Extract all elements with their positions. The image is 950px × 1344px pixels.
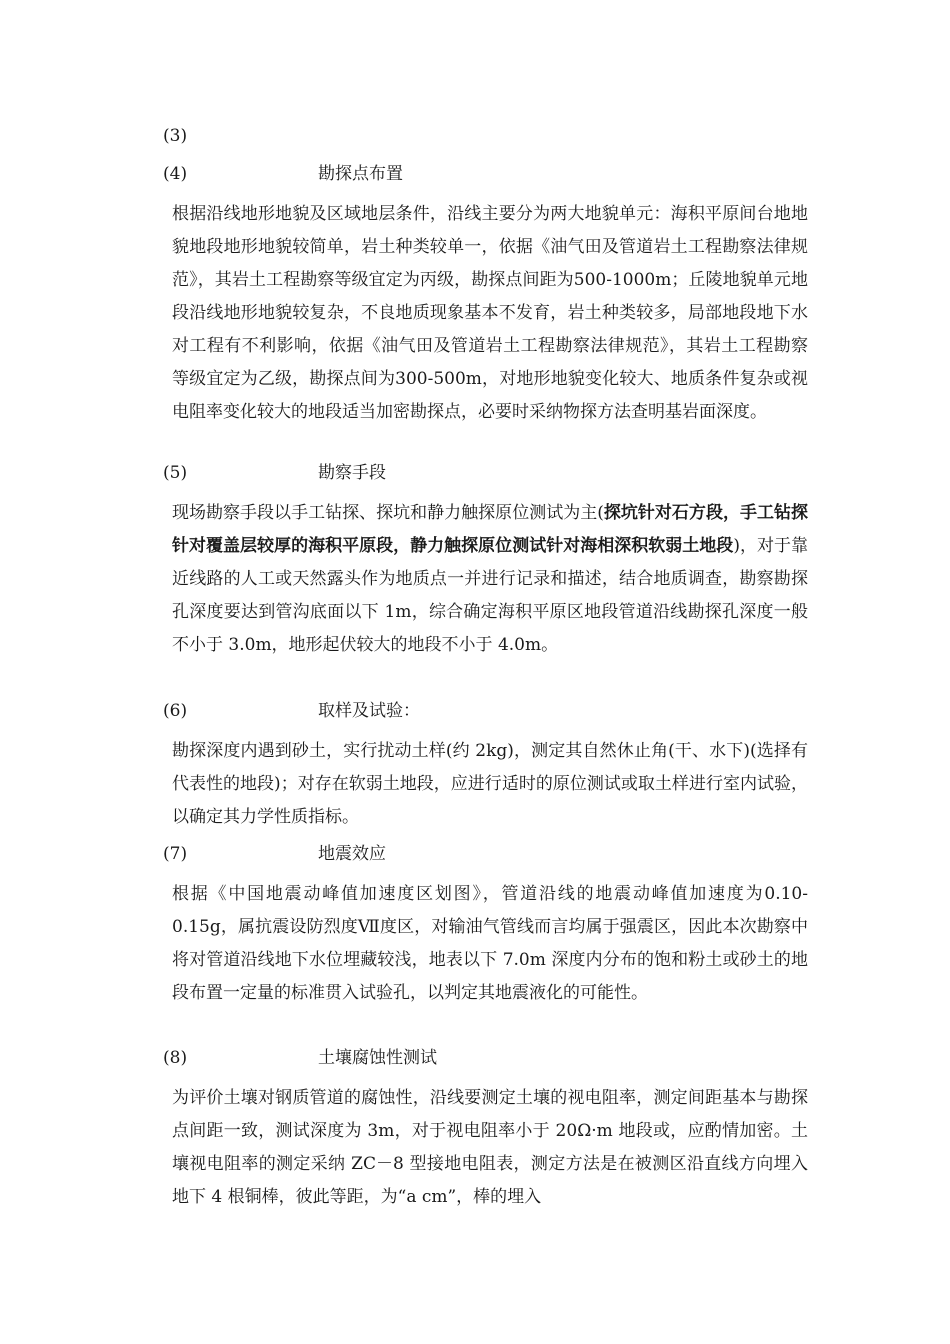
section-number: (3) bbox=[163, 126, 188, 146]
section-body-8: 为评价土壤对钢质管道的腐蚀性，沿线要测定土壤的视电阻率，测定间距基本与勘探点间距一致，测试深度为 3m，对于视电阻率小于 20Ω·m 地段或，应酌情加密。土壤视电阻率的测定采纳 ZC－8 型接地电阻表，测定方法是在被测区沿直线方向埋入地下 4 根铜棒，彼此等距，为“a cm”，棒的埋入 bbox=[172, 1088, 808, 1207]
section-heading-6 bbox=[163, 697, 803, 725]
body-text-bold: 探坑针对石方段，手工钻探针对覆盖层较厚的海积平原段，静力触探原位测试针对海相深积软弱土地段 bbox=[172, 503, 808, 556]
section-heading-5 bbox=[163, 459, 803, 487]
section-title: 土壤腐蚀性测试 bbox=[318, 1048, 437, 1068]
section-body-5 bbox=[172, 497, 808, 662]
section-title: 勘察手段 bbox=[318, 463, 386, 483]
section-body-6: 勘探深度内遇到砂土，实行扰动土样(约 2kg)，测定其自然休止角(干、水下)(选择有代表性的地段)；对存在软弱土地段，应进行适时的原位测试或取土样进行室内试验，以确定其力学性质指标。 bbox=[172, 741, 808, 827]
section-number: (7) bbox=[163, 844, 188, 864]
section-number: (4) bbox=[163, 164, 188, 184]
section-heading-8 bbox=[163, 1044, 803, 1072]
section-heading-7 bbox=[163, 840, 803, 868]
section-title: 勘探点布置 bbox=[318, 164, 403, 184]
body-text: )，对于靠近线路的人工或天然露头作为地质点一并进行记录和描述，结合地质调查，勘察勘探孔深度要达到管沟底面以下 1m，综合确定海积平原区地段管道沿线勘探孔深度一般不小于 3.0m，地形起伏较大的地段不小于 4.0m。 bbox=[172, 536, 808, 655]
section-number: (8) bbox=[163, 1048, 188, 1068]
section-title: 地震效应 bbox=[318, 844, 386, 864]
section-number: (5) bbox=[163, 463, 188, 483]
section-title: 取样及试验： bbox=[318, 701, 420, 721]
section-body-7: 根据《中国地震动峰值加速度区划图》，管道沿线的地震动峰值加速度为0.10-0.15g，属抗震设防烈度Ⅶ度区，对输油气管线而言均属于强震区，因此本次勘察中将对管道沿线地下水位埋藏较浅，地表以下 7.0m 深度内分布的饱和粉土或砂土的地段布置一定量的标准贯入试验孔，以判定其地震液化的可能性。 bbox=[172, 884, 808, 1003]
section-number: (6) bbox=[163, 701, 188, 721]
section-body-4: 根据沿线地形地貌及区域地层条件，沿线主要分为两大地貌单元：海积平原间台地地貌地段地形地貌较简单，岩土种类较单一，依据《油气田及管道岩土工程勘察法律规范》，其岩土工程勘察等级宜定为丙级，勘探点间距为500-1000m；丘陵地貌单元地段沿线地形地貌较复杂，不良地质现象基本不发育，岩土种类较多，局部地段地下水对工程有不利影响，依据《油气田及管道岩土工程勘察法律规范》，其岩土工程勘察等级宜定为乙级，勘探点间为300-500m，对地形地貌变化较大、地质条件复杂或视电阻率变化较大的地段适当加密勘探点，必要时采纳物探方法查明基岩面深度。 bbox=[172, 204, 808, 422]
body-text: 现场勘察手段以手工钻探、探坑和静力触探原位测试为主( bbox=[172, 503, 604, 523]
section-heading-4 bbox=[163, 160, 803, 188]
section-heading-3 bbox=[163, 122, 803, 150]
